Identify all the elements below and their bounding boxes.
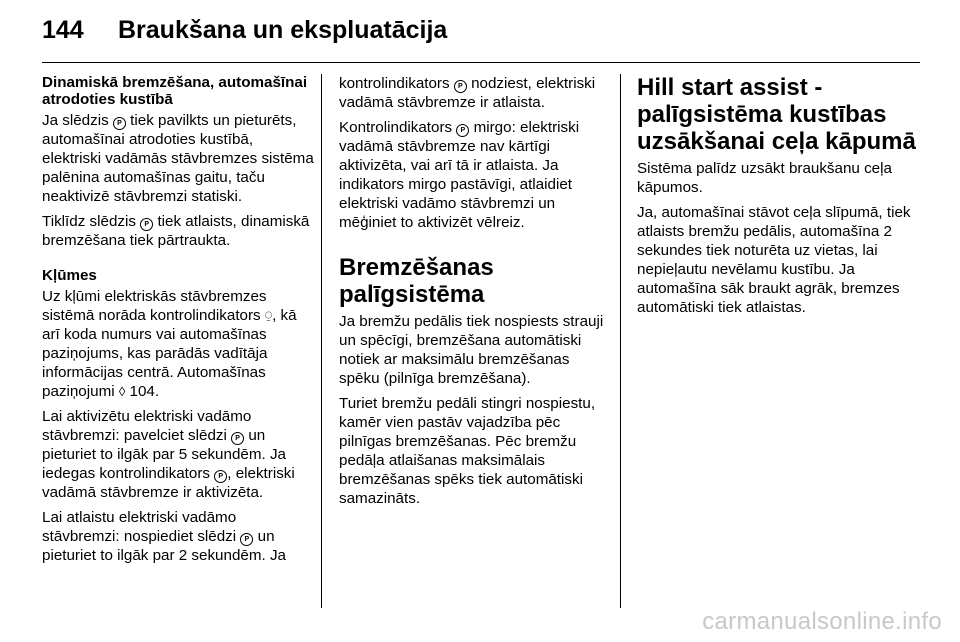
paragraph: Lai atlaistu elektriski vadāmo stāvbremzi: nospiediet slēdzi P un pieturiet to ilgāk par 2 sekundēm. Ja [42, 509, 286, 564]
column-divider-2 [620, 74, 621, 608]
paragraph: Ja, automašīnai stāvot ceļa slīpumā, tiek atlaists bremžu pedālis, automašīna 2 sekundes tiek noturēta uz vietas, lai nepieļautu nevēlamu kustību. Ja automašīna sāk braukt agrāk, bremzes automātiski tiek atlaistas. [637, 204, 911, 316]
section-heading-faults: Kļūmes [42, 267, 97, 284]
paragraph: Lai aktivizētu elektriski vadāmo stāvbremzi: pavelciet slēdzi P un pieturiet to ilgāk par 5 sekundēm. Ja iedegas kontrolindikators P , elektriski vadāmā stāvbremze ir aktivizēta. [42, 408, 295, 501]
section-heading-dynamic-braking: Dinamiskā bremzēšana, automašīnai atrodoties kustībā [42, 74, 308, 108]
column-3 [637, 74, 917, 323]
page-header [42, 16, 447, 56]
paragraph: Turiet bremžu pedāli stingri nospiestu, kamēr vien pastāv vajadzība pēc pilnīgas bremzēšanas. Pēc bremžu pedāļa atlaišanas maksimālais bremzēšanas spēks tiek automātiski samazināts. [339, 395, 596, 507]
page-number: 144 [42, 16, 84, 44]
paragraph: Ja slēdzis P tiek pavilkts un pieturēts, automašīnai atrodoties kustībā, elektriski vadāmās stāvbremzes sistēma palēnina automašīnas gaitu, taču neaktivizē stāvbremzi statiski. [42, 112, 314, 205]
column-1 [42, 74, 314, 571]
parking-brake-icon: P [113, 117, 126, 130]
page-title: Braukšana un ekspluatācija [118, 16, 448, 44]
section-heading-brake-assist: Bremzēšanas palīgsistēma [339, 254, 494, 308]
parking-brake-indicator-icon: P [214, 470, 227, 483]
paragraph: Kontrolindikators P mirgo: elektriski vadāmā stāvbremze nav kārtīgi aktivizēta, vai arī tā ir atlaista. Ja indikators mirgo pastāvīgi, atlaidiet elektriski vadāmo stāvbremzi un mēģiniet to aktivizēt vēlreiz. [339, 119, 580, 231]
fault-warning-icon: ⍜ [264, 308, 273, 322]
parking-brake-icon: P [231, 432, 244, 445]
column-2 [339, 74, 607, 514]
paragraph: kontrolindikators P nodziest, elektriski vadāmā stāvbremze ir atlaista. [339, 75, 596, 111]
column-divider-1 [321, 74, 322, 608]
paragraph: Tiklīdz slēdzis P tiek atlaists, dinamiskā bremzēšana tiek pārtraukta. [42, 213, 310, 249]
header-rule [42, 62, 920, 63]
paragraph: Uz kļūmi elektriskās stāvbremzes sistēmā norāda kontrolindikators ⍜, kā arī koda numurs vai automašīnas paziņojums, kas parādās vadītāja informācijas centrā. Automašīnas paziņojumi ◊ 104. [42, 288, 297, 400]
parking-brake-indicator-icon: P [456, 124, 469, 137]
parking-brake-indicator-icon: P [454, 80, 467, 93]
reference-arrow-icon: ◊ [118, 384, 126, 399]
paragraph: Sistēma palīdz uzsākt braukšanu ceļa kāpumos. [637, 160, 892, 196]
section-heading-hill-start-assist: Hill start assist - palīgsistēma kustības uzsākšanai ceļa kāpumā [637, 74, 916, 155]
watermark: carmanualsonline.info [702, 608, 942, 635]
parking-brake-icon: P [140, 218, 153, 231]
parking-brake-icon: P [240, 533, 253, 546]
paragraph: Ja bremžu pedālis tiek nospiests strauji un spēcīgi, bremzēšana automātiski notiek ar maksimālu bremzēšanas spēku (pilnīga bremzēšana). [339, 313, 604, 387]
